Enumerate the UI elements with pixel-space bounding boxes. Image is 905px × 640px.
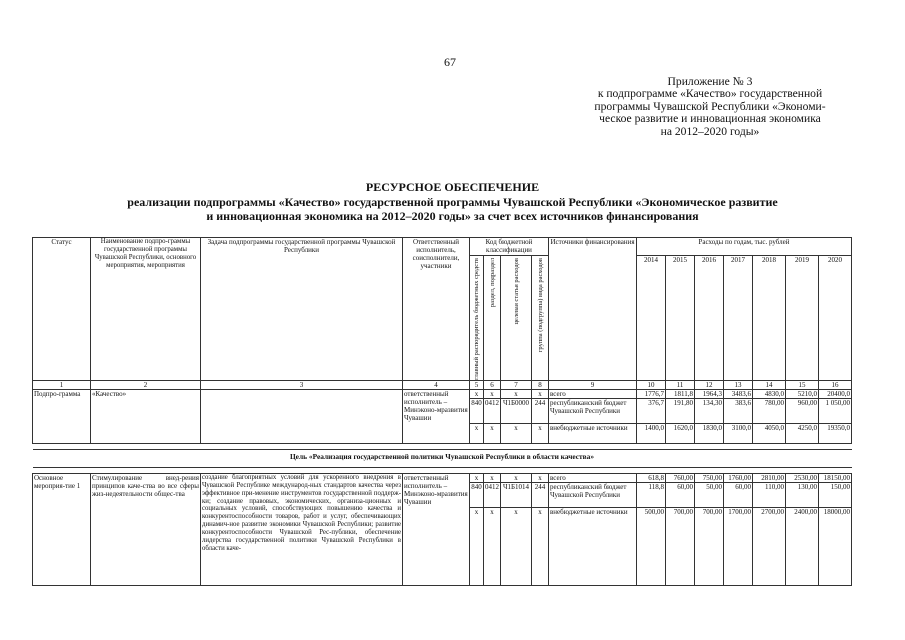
code-cell: 244 [532, 398, 549, 423]
value-cell: 60,00 [724, 482, 753, 507]
table-row [33, 473, 852, 482]
document-title: РЕСУРСНОЕ ОБЕСПЕЧЕНИЕ [365, 180, 540, 194]
code-cell: x [470, 473, 484, 482]
column-number: 14 [753, 380, 786, 389]
value-cell: 4830,0 [753, 389, 786, 398]
column-number: 10 [637, 380, 666, 389]
value-cell: 4050,0 [753, 423, 786, 443]
resource-table [32, 237, 852, 586]
header-grbs: главный распорядитель бюджетных средств [470, 256, 484, 381]
appendix-line: Приложение № 3 [667, 75, 753, 88]
value-cell: 134,30 [695, 398, 724, 423]
value-cell: 2810,00 [753, 473, 786, 482]
header-year: 2020 [819, 256, 852, 381]
value-cell: 1830,0 [695, 423, 724, 443]
value-cell: 700,00 [666, 507, 695, 585]
header-status: Статус [33, 238, 91, 381]
header-year: 2018 [753, 256, 786, 381]
goal-row [33, 449, 852, 467]
value-cell: 4250,0 [786, 423, 819, 443]
code-cell: x [532, 507, 549, 585]
column-number: 12 [695, 380, 724, 389]
code-cell: Ч1Б1014 [501, 482, 532, 507]
document-subtitle-line1: реализации подпрограммы «Качество» государственной программы Чувашской Республики «Экономическое развитие [127, 195, 778, 209]
value-cell: 1620,0 [666, 423, 695, 443]
value-cell: 110,00 [753, 482, 786, 507]
header-responsible: Ответственный исполнитель, соисполнители, участники [403, 238, 470, 381]
header-section: раздел, подраздел [484, 256, 501, 381]
code-cell: x [532, 473, 549, 482]
column-number: 2 [91, 380, 201, 389]
value-cell: 2530,00 [786, 473, 819, 482]
code-cell: 840 [470, 482, 484, 507]
appendix-line: программы Чувашской Республики «Экономи- [594, 99, 826, 113]
code-cell: x [501, 389, 532, 398]
value-cell: 1811,8 [666, 389, 695, 398]
row-status: Подпро-грамма [33, 389, 91, 443]
code-cell: x [470, 507, 484, 585]
value-cell: 20400,0 [819, 389, 852, 398]
code-cell: x [532, 423, 549, 443]
value-cell: 2400,00 [786, 507, 819, 585]
appendix-line: к подпрограмме «Качество» государственной [597, 87, 823, 101]
column-number: 5 [470, 380, 484, 389]
value-cell: 3100,0 [724, 423, 753, 443]
value-cell: 19350,0 [819, 423, 852, 443]
header-year: 2017 [724, 256, 753, 381]
header-task: Задача подпрограммы государственной программы Чувашской Республики [201, 238, 403, 381]
value-cell: 700,00 [695, 507, 724, 585]
column-number: 1 [33, 380, 91, 389]
page-number: 67 [444, 55, 456, 69]
header-sources: Источники финансирования [549, 238, 637, 381]
value-cell: 118,8 [637, 482, 666, 507]
source-cell: внебюджетные источники [549, 507, 637, 585]
value-cell: 780,00 [753, 398, 786, 423]
code-cell: x [501, 507, 532, 585]
value-cell: 1 050,00 [819, 398, 852, 423]
value-cell: 3483,6 [724, 389, 753, 398]
row-responsible: ответственный исполнитель – Минэконо-мразвития Чувашии [403, 389, 470, 443]
value-cell: 50,00 [695, 482, 724, 507]
code-cell: 0412 [484, 482, 501, 507]
value-cell: 150,00 [819, 482, 852, 507]
value-cell: 960,00 [786, 398, 819, 423]
code-cell: x [484, 473, 501, 482]
column-number: 15 [786, 380, 819, 389]
value-cell: 191,80 [666, 398, 695, 423]
row-task: создание благоприятных условий для ускоренного внедрения в Чувашской Республике международ-ных стандартов качества через эффективное при-менение инструментов государственной поддерж-ки; создание правовых, экономических, организа-ционных и социальных условий, способствующих повышению качества и конкурентоспособности товаров, работ и услуг, обеспечивающих динамич-ное развитие экономики Чувашской Республики; развитие конкурентоспособности Чувашской Рес-публики, обеспечение лидерства государственной политики Чувашской Республики в области каче- [201, 473, 403, 585]
row-name: Стимулирование внед-рения принципов каче-ства во все сферы жиз-недеятельности общес-тва [91, 473, 201, 585]
value-cell: 1400,0 [637, 423, 666, 443]
value-cell: 750,00 [695, 473, 724, 482]
source-cell: республиканский бюджет Чувашской Республики [549, 482, 637, 507]
header-target: целевая статья расходов [501, 256, 532, 381]
value-cell: 383,6 [724, 398, 753, 423]
table-row [33, 389, 852, 398]
code-cell: x [470, 389, 484, 398]
column-number: 16 [819, 380, 852, 389]
value-cell: 618,8 [637, 473, 666, 482]
value-cell: 500,00 [637, 507, 666, 585]
header-expenses: Расходы по годам, тыс. рублей [637, 238, 852, 256]
column-number: 13 [724, 380, 753, 389]
appendix-line: ческое развитие и инновационная экономика [599, 112, 821, 126]
value-cell: 1760,00 [724, 473, 753, 482]
value-cell: 1700,00 [724, 507, 753, 585]
header-budget-code: Код бюджетной классификации [470, 238, 549, 256]
code-cell: Ч1Б0000 [501, 398, 532, 423]
code-cell: 0412 [484, 398, 501, 423]
goal-text: Цель «Реализация государственной политики Чувашской Республики в области качества» [33, 449, 852, 467]
header-name: Наименование подпро-граммы государственной программы Чувашской Республики, основного мероприятия, мероприятия [91, 238, 201, 381]
header-year: 2014 [637, 256, 666, 381]
header-group: группа (подгруппа) вида расходов [532, 256, 549, 381]
column-number: 3 [201, 380, 403, 389]
code-cell: 244 [532, 482, 549, 507]
column-number: 11 [666, 380, 695, 389]
column-number: 7 [501, 380, 532, 389]
header-year: 2016 [695, 256, 724, 381]
column-number-row [33, 380, 852, 389]
source-cell: всего [549, 389, 637, 398]
code-cell: 840 [470, 398, 484, 423]
value-cell: 130,00 [786, 482, 819, 507]
code-cell: x [501, 423, 532, 443]
code-cell: x [484, 389, 501, 398]
row-responsible: ответственный исполнитель – Минэконо-мразвития Чувашии [403, 473, 470, 585]
resource-table-wrapper [32, 237, 852, 586]
value-cell: 1776,7 [637, 389, 666, 398]
value-cell: 2700,00 [753, 507, 786, 585]
code-cell: x [484, 423, 501, 443]
value-cell: 60,00 [666, 482, 695, 507]
code-cell: x [501, 473, 532, 482]
code-cell: x [470, 423, 484, 443]
source-cell: республиканский бюджет Чувашской Республики [549, 398, 637, 423]
row-task [201, 389, 403, 443]
appendix-note [570, 76, 850, 138]
value-cell: 18150,00 [819, 473, 852, 482]
column-number: 6 [484, 380, 501, 389]
header-year: 2015 [666, 256, 695, 381]
column-number: 8 [532, 380, 549, 389]
source-cell: всего [549, 473, 637, 482]
column-number: 4 [403, 380, 470, 389]
document-subtitle-line2: и инновационная экономика на 2012–2020 годы» за счет всех источников финансирования [206, 209, 699, 223]
code-cell: x [484, 507, 501, 585]
header-row [33, 238, 852, 256]
appendix-line: на 2012–2020 годы» [660, 124, 760, 138]
value-cell: 376,7 [637, 398, 666, 423]
value-cell: 1964,3 [695, 389, 724, 398]
header-year: 2019 [786, 256, 819, 381]
value-cell: 5210,0 [786, 389, 819, 398]
value-cell: 760,00 [666, 473, 695, 482]
value-cell: 18000,00 [819, 507, 852, 585]
code-cell: x [532, 389, 549, 398]
source-cell: внебюджетные источники [549, 423, 637, 443]
row-name: «Качество» [91, 389, 201, 443]
row-status: Основное мероприя-тие 1 [33, 473, 91, 585]
column-number: 9 [549, 380, 637, 389]
